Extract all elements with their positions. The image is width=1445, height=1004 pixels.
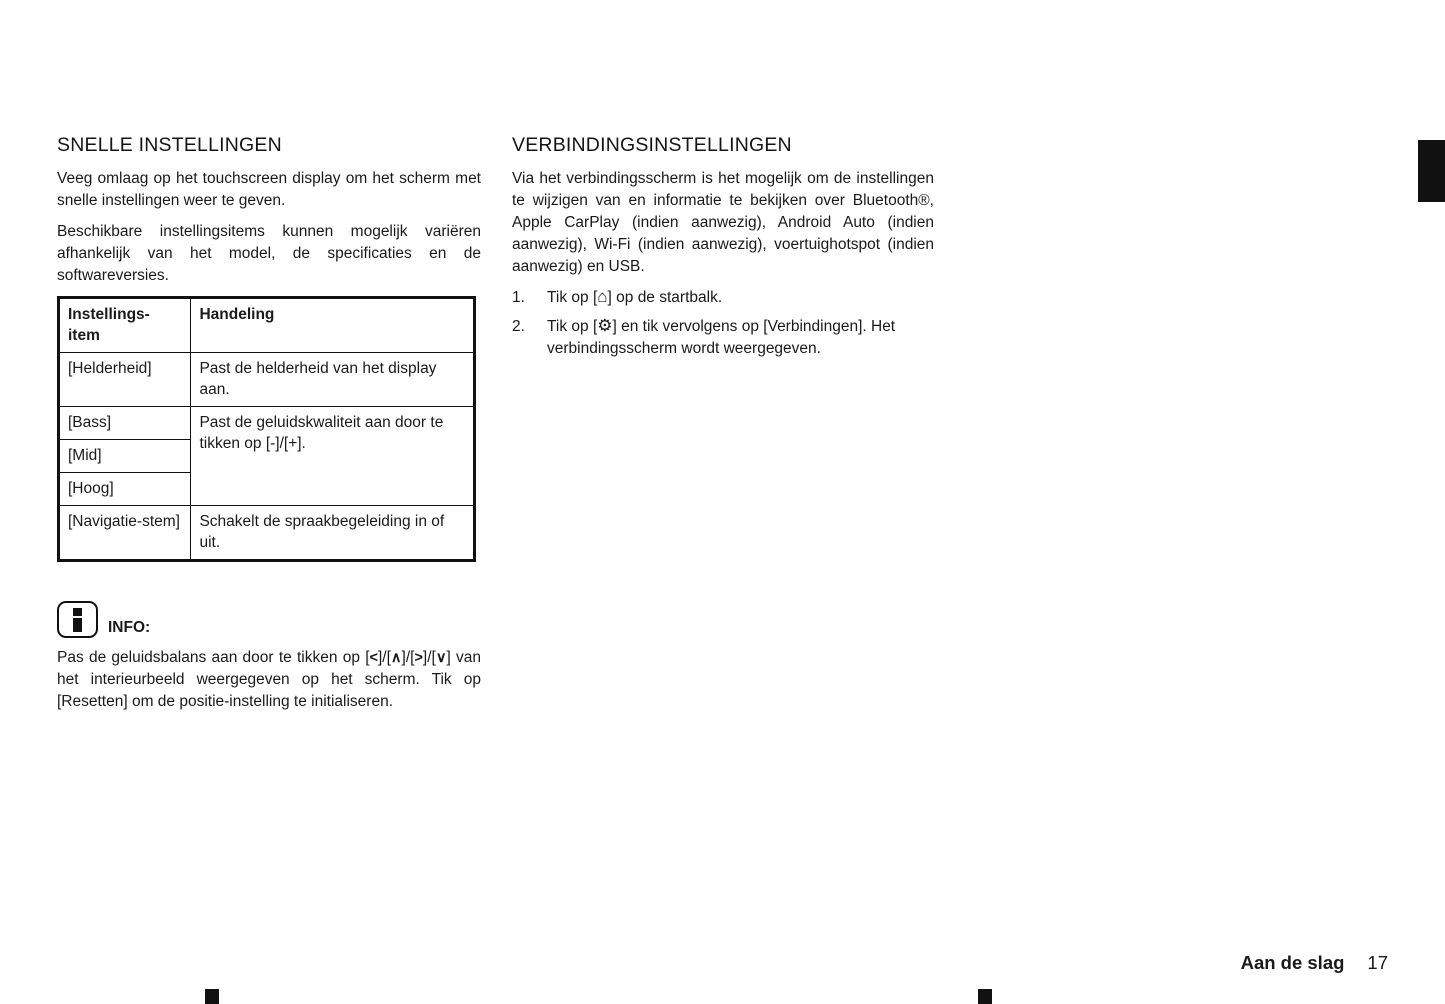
table-cell-action: Past de helderheid van het display aan. bbox=[191, 353, 475, 407]
table-header-cell-item: Instellings-item bbox=[59, 298, 191, 353]
info-icon-dot bbox=[73, 608, 82, 616]
chevron-right-icon: > bbox=[414, 650, 423, 666]
paragraph-connections: Via het verbindingsscherm is het mogelijk om de instellingen te wijzigen van en informatie te bekijken over Bluetooth®, Apple CarPlay (indien aanwezig), Android Auto (indien aanwezig), Wi-Fi (indien aanwezig), voertuighotspot (indien aanwezig) en USB. bbox=[512, 170, 934, 275]
step-number: 1. bbox=[512, 289, 525, 306]
print-mark bbox=[205, 989, 219, 1004]
paragraph-swipe-down: Veeg omlaag op het touchscreen display om het scherm met snelle instellingen weer te geven. bbox=[57, 170, 481, 209]
bracket-separator: ]/[ bbox=[422, 649, 436, 666]
step-text bbox=[547, 316, 934, 360]
right-column bbox=[512, 133, 934, 367]
table-row bbox=[59, 407, 475, 440]
table-row bbox=[59, 506, 475, 561]
bracket-separator: ]/[ bbox=[377, 649, 391, 666]
table-cell-item: [Mid] bbox=[59, 440, 191, 473]
table-cell-action: Past de geluidskwaliteit aan door te tikken op [-]/[+]. bbox=[191, 407, 475, 506]
left-column bbox=[57, 133, 481, 722]
paragraph-balance bbox=[57, 647, 481, 713]
step-text-part: Tik op [ bbox=[547, 289, 598, 306]
info-icon bbox=[57, 601, 98, 638]
step-text-part: ] en tik vervolgens op [Verbindingen]. Het verbindingsscherm wordt weergegeven. bbox=[547, 318, 896, 357]
section-heading-verbindingsinstellingen: VERBINDINGSINSTELLINGEN bbox=[512, 134, 792, 156]
info-icon-stem bbox=[73, 618, 82, 632]
info-label: INFO: bbox=[108, 619, 151, 636]
table-row bbox=[59, 353, 475, 407]
print-mark bbox=[978, 989, 992, 1004]
step-item bbox=[512, 287, 934, 309]
footer-section-title: Aan de slag bbox=[1240, 952, 1345, 973]
chevron-up-icon: ∧ bbox=[390, 650, 402, 666]
step-number: 2. bbox=[512, 318, 525, 335]
home-icon: ⌂ bbox=[597, 287, 608, 306]
page-footer bbox=[1241, 952, 1388, 974]
steps-list bbox=[512, 287, 934, 360]
footer-page-number: 17 bbox=[1367, 952, 1388, 973]
chevron-down-icon: ∨ bbox=[435, 650, 447, 666]
table-cell-action: Schakelt de spraakbegeleiding in of uit. bbox=[191, 506, 475, 561]
table-cell-item: [Helderheid] bbox=[59, 353, 191, 407]
paragraph-available-items: Beschikbare instellingsitems kunnen mogelijk variëren afhankelijk van het model, de specificaties en de softwareversies. bbox=[57, 223, 481, 284]
quick-settings-table bbox=[57, 296, 476, 562]
step-text-part: Tik op [ bbox=[547, 318, 598, 335]
table-cell-item: [Hoog] bbox=[59, 473, 191, 506]
table-header-row bbox=[59, 298, 475, 353]
chevron-left-icon: < bbox=[369, 650, 378, 666]
info-block bbox=[57, 601, 481, 638]
section-heading-snelle-instellingen: SNELLE INSTELLINGEN bbox=[57, 134, 282, 156]
step-text-part: ] op de startbalk. bbox=[607, 289, 723, 306]
table-cell-item: [Navigatie-stem] bbox=[59, 506, 191, 561]
chapter-edge-tab bbox=[1418, 140, 1445, 202]
balance-text-part: Pas de geluidsbalans aan door te tikken op [ bbox=[57, 649, 370, 666]
table-header-cell-action: Handeling bbox=[191, 298, 475, 353]
step-item bbox=[512, 316, 934, 360]
gear-icon: ⚙ bbox=[597, 316, 613, 335]
step-text bbox=[547, 287, 934, 309]
table-cell-item: [Bass] bbox=[59, 407, 191, 440]
bracket-separator: ]/[ bbox=[401, 649, 415, 666]
balance-text-part: ] van het interieurbeeld weergegeven op het scherm. Tik op [Resetten] om de positie-instelling te initialiseren. bbox=[57, 649, 482, 710]
